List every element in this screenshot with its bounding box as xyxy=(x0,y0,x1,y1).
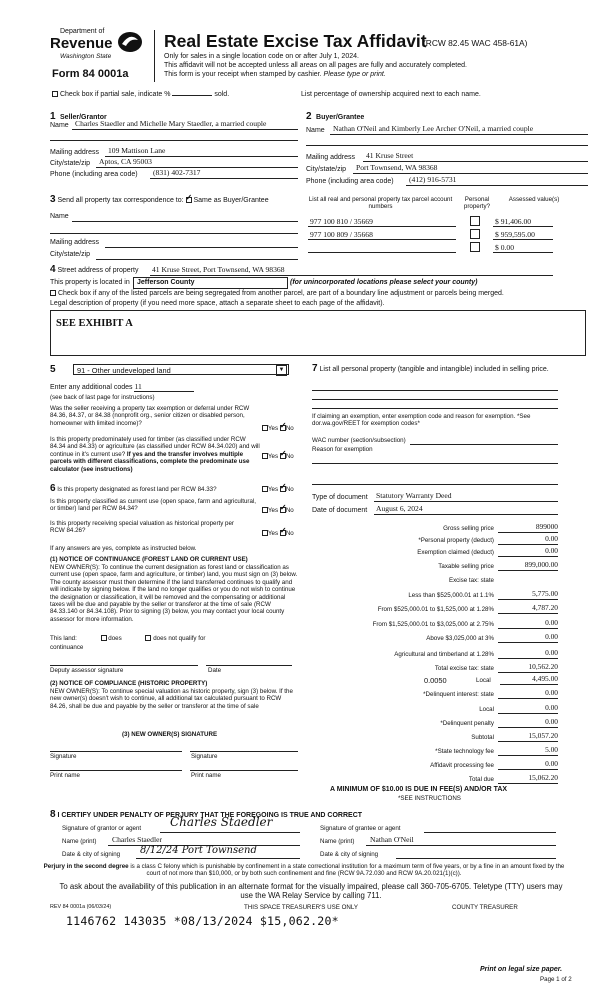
buyer-addr-line xyxy=(363,161,588,162)
calc2-label-0: *Delinquent interest: state xyxy=(423,691,494,698)
calc-label-10: Total excise tax: state xyxy=(434,665,494,672)
owner-print-label-2: Print name xyxy=(191,772,221,779)
calc-line-2 xyxy=(498,556,558,557)
owner-print-label-1: Print name xyxy=(50,772,80,779)
current-use-no-checkbox[interactable] xyxy=(280,507,286,513)
q-historic: Is this property receiving special valuation as historical property per RCW 84.26? xyxy=(50,520,234,535)
calc-value-1[interactable]: 0.00 xyxy=(545,534,558,543)
buyer-city-label: City/state/zip xyxy=(306,166,347,173)
buyer-title: 2 Buyer/Grantee xyxy=(306,111,365,122)
owner-print-line-2 xyxy=(190,770,298,771)
if-yes-note: If any answers are yes, complete as instructed below. xyxy=(50,545,197,552)
calc2-line-5 xyxy=(498,769,558,770)
deputy-date-line xyxy=(206,665,292,666)
calc-value-3[interactable]: 899,000.00 xyxy=(524,560,558,569)
grantee-name[interactable]: Nathan O'Neil xyxy=(370,835,414,844)
alt-format: To ask about the availability of this publication in an alternate format for the visually impaired, please call 360-705-6705. Teletype (TTY) users may use the WA Relay Service by calling 711. xyxy=(59,882,563,900)
county-note: (for unincorporated locations please select your county) xyxy=(290,279,478,286)
forest-yes-checkbox[interactable] xyxy=(262,486,268,492)
seller-title: 1 Seller/Grantor xyxy=(50,111,107,122)
certify-title: 8 I CERTIFY UNDER PENALTY OF PERJURY THAT THE FOREGOING IS TRUE AND CORRECT xyxy=(50,809,363,820)
calc-label-6: From $525,000.01 to $1,525,000 at 1.28% xyxy=(377,606,494,613)
current-use-yes-checkbox[interactable] xyxy=(262,507,268,513)
form-title: Real Estate Excise Tax Affidavit xyxy=(164,31,427,51)
calc-value-6[interactable]: 4,787.20 xyxy=(532,603,558,612)
reason-label: Reason for exemption xyxy=(312,446,373,453)
parcels-col3-header: Assessed value(s) xyxy=(508,196,560,203)
buyer-name-label: Name xyxy=(306,127,325,134)
corr-city-label: City/state/zip xyxy=(50,251,91,258)
street-line xyxy=(150,275,553,276)
deputy-date-label: Date xyxy=(208,667,222,674)
county-treasurer: COUNTY TREASURER xyxy=(452,904,518,911)
calc2-line-0 xyxy=(498,698,558,699)
calc2-label-2: *Delinquent penalty xyxy=(440,720,494,727)
calc-line-7 xyxy=(498,628,558,629)
corr-name-label: Name xyxy=(50,213,69,220)
segregated: Check box if any of the listed parcels are being segregated from another parcel, are part of a boundary line adjustment or parcels being merged. xyxy=(50,290,504,298)
calc-line-10 xyxy=(498,672,558,673)
logo-state: Washington State xyxy=(60,53,112,60)
buyer-phone[interactable]: (412) 916-5731 xyxy=(409,175,457,184)
parcel-2-value-line xyxy=(493,239,553,240)
seller-name-line-2 xyxy=(50,140,298,141)
calc2-line-2 xyxy=(498,727,558,728)
see-instructions: *SEE INSTRUCTIONS xyxy=(398,795,461,802)
header-note-1: Only for sales in a single location code on or after July 1, 2024. xyxy=(164,53,359,60)
doc-type-label: Type of document xyxy=(312,494,368,501)
grantee-date-line xyxy=(396,858,556,859)
legal-paper: Print on legal size paper. xyxy=(480,966,563,973)
local-label: Local xyxy=(476,677,491,684)
owner-sig-label-1: Signature xyxy=(50,753,77,760)
buyer-name-line-2 xyxy=(306,145,588,146)
notice-2-title: (2) NOTICE OF COMPLIANCE (HISTORIC PROPERTY) xyxy=(50,680,208,687)
same-as-buyer-checkbox[interactable] xyxy=(186,197,192,203)
grantee-sig-label: Signature of grantee or agent xyxy=(320,825,401,832)
treasurer-use: THIS SPACE TREASURER'S USE ONLY xyxy=(244,904,358,911)
grantor-sig-label: Signature of grantor or agent xyxy=(62,825,142,832)
county-select[interactable]: Jefferson County xyxy=(133,277,288,289)
grantor-date-label: Date & city of signing xyxy=(62,851,121,858)
calc2-value-2[interactable]: 0.00 xyxy=(545,717,558,726)
calc-label-9: Agricultural and timberland at 1.28% xyxy=(394,651,494,658)
partial-sale-checkbox[interactable] xyxy=(52,91,58,97)
q1-no-checkbox[interactable] xyxy=(280,425,286,431)
doc-date-label: Date of document xyxy=(312,507,368,514)
q-exemption: Was the seller receiving a property tax exemption or deferral under RCW 84.36, 84.37, or 84.38 (nonprofit org., senior citizen or disabled person, homeowner with limited income)? xyxy=(50,405,250,427)
chevron-down-icon[interactable]: ▼ xyxy=(276,365,287,376)
parcel-1-number[interactable]: 977 100 810 / 35669 xyxy=(310,217,373,226)
header-note-2: This affidavit will not be accepted unless all areas on all pages are fully and accurately completed. xyxy=(164,62,467,69)
historic-yes-checkbox[interactable] xyxy=(262,530,268,536)
legal-label: Legal description of property (if you need more space, attach a separate sheet to each page of the affidavit). xyxy=(50,300,385,307)
cashier-stamp: 1146762 143035 *08/13/2024 $15,062.20* xyxy=(66,914,339,928)
calc-line-6 xyxy=(498,613,558,614)
seller-addr[interactable]: 109 Mattison Lane xyxy=(108,146,166,155)
corr-addr-line xyxy=(105,247,298,248)
calc-value-9[interactable]: 0.00 xyxy=(545,648,558,657)
calc-label-5: Less than $525,000.01 at 1.1% xyxy=(408,592,494,599)
minimum-note: A MINIMUM OF $10.00 IS DUE IN FEE(S) AND/OR TAX xyxy=(330,786,508,793)
calc-label-2: Exemption claimed (deduct) xyxy=(417,549,494,556)
calc2-value-0[interactable]: 0.00 xyxy=(545,688,558,697)
see-back: (see back of last page for instructions) xyxy=(50,394,155,401)
buyer-name[interactable]: Nathan O'Neil and Kimberly Lee Archer O'Neil, a married couple xyxy=(333,124,534,133)
calc-value-5[interactable]: 5,775.00 xyxy=(532,589,558,598)
q2-yes-checkbox[interactable] xyxy=(262,453,268,459)
calc2-line-1 xyxy=(498,713,558,714)
parcel-2-line xyxy=(308,239,456,240)
grantor-signature[interactable]: Charles Staedler xyxy=(170,815,273,829)
grantor-sig-line xyxy=(160,832,300,833)
seller-phone[interactable]: (831) 402-7317 xyxy=(153,168,201,177)
street-label: 4 Street address of property xyxy=(50,264,139,275)
seller-phone-line xyxy=(150,178,298,179)
header-note-3: This form is your receipt when stamped by cashier. Please type or print. xyxy=(164,71,386,78)
owner-sig-line-2 xyxy=(190,751,298,752)
q-historic-yesno: Yes ✓ No xyxy=(262,530,294,537)
parcels-col2-header: Personal property? xyxy=(463,196,491,211)
buyer-addr-label: Mailing address xyxy=(306,154,356,161)
parcel-2-value[interactable]: $ 959,595.00 xyxy=(495,230,535,239)
corr-name-line xyxy=(72,221,298,222)
deputy-label: Deputy assessor signature xyxy=(50,667,124,674)
calc2-label-1: Local xyxy=(479,706,494,713)
parcel-3-value[interactable]: $ 0.00 xyxy=(495,243,514,252)
corr-name-line-2 xyxy=(50,233,298,234)
q1-yes-checkbox[interactable] xyxy=(262,425,268,431)
corr-city-line xyxy=(96,259,298,260)
reason-line-2 xyxy=(312,484,558,485)
local-rate[interactable]: 0.0050 xyxy=(424,676,447,685)
calc-line-3 xyxy=(498,570,558,571)
buyer-phone-line xyxy=(406,185,588,186)
grantee-sig-line xyxy=(424,832,556,833)
calc2-value-3[interactable]: 15,057.20 xyxy=(528,731,558,740)
seller-name[interactable]: Charles Staedler and Michelle Mary Staedler, a married couple xyxy=(75,119,267,128)
perjury-notice: Perjury in the second degree is a class C felony which is punishable by confinement in a state correctional institution for a maximum term of five years, or by a fine in an amount fixed by the court of not more than $10,000, or by both such confinement and fine (RCW 9A.72.030 and RCW 9A.20.021(1)(c)). xyxy=(43,863,565,878)
parcels-col1-header: List all real and personal property tax parcel account numbers xyxy=(308,196,453,211)
logo-swirl-icon xyxy=(116,30,144,54)
reason-line-1 xyxy=(312,463,558,464)
section5-num: 5 xyxy=(50,364,56,375)
page-number: Page 1 of 2 xyxy=(540,976,572,983)
add-codes: Enter any additional codes 11 xyxy=(50,383,194,392)
calc-line-1 xyxy=(498,544,558,545)
this-land: This land: does does not qualify for xyxy=(50,635,206,642)
notice-1-title: (1) NOTICE OF CONTINUANCE (FOREST LAND OR CURRENT USE) xyxy=(50,556,248,563)
street-address[interactable]: 41 Kruse Street, Port Townsend, WA 98368 xyxy=(152,265,285,274)
calc-label-8: Above $3,025,000 at 3% xyxy=(426,635,494,642)
buyer-city[interactable]: Port Townsend, WA 98368 xyxy=(356,163,438,172)
deputy-line xyxy=(50,665,198,666)
partial-sale: Check box if partial sale, indicate % sold. xyxy=(52,91,229,99)
calc-value-0[interactable]: 899000 xyxy=(535,522,558,531)
doc-type-line xyxy=(374,501,558,502)
notice-2-body: NEW OWNER(S): To continue special valuation as historic property, sign (3) below. If the new owner(s) doesn't wish to continue, all additional tax calculated pursuant to RCW 84.26, shall be due and payable by the seller or transferor at the time of sale xyxy=(50,688,293,710)
notice-1-body: NEW OWNER(S): To continue the current designation as forest land or classification as current use (open space, farm and agriculture, or timber) land, you must sign on (3) below. The county assessor must then determine if the land transferred continues to qualify and will indicate by signing below. If the land no longer qualifies or you do not wish to continue the designation or classification, it will be removed and the compensating or additional taxes will be due and payable by the seller or transferor at the time of sale (RCW 84.33.140 or 84.34.108). Prior to signing (3) below, you may contact your local county assessor for more information. xyxy=(50,564,298,623)
grantor-date-line xyxy=(136,858,300,859)
calc-line-0 xyxy=(498,532,558,533)
q-current-use-yesno: Yes ✓ No xyxy=(262,507,294,514)
doc-date-line xyxy=(374,514,558,515)
calc-label-1: *Personal property (deduct) xyxy=(418,537,494,544)
notice-3-title: (3) NEW OWNER(S) SIGNATURE xyxy=(122,731,218,738)
corr-addr-label: Mailing address xyxy=(50,239,100,246)
grantee-name-line xyxy=(366,845,556,846)
located-label: This property is located in xyxy=(50,279,130,286)
logo-dept: Department of xyxy=(60,28,105,35)
does-not-checkbox[interactable] xyxy=(145,635,151,641)
calc-value-8[interactable]: 0.00 xyxy=(545,632,558,641)
q-exemption-yesno: Yes ✓ No xyxy=(262,425,294,432)
q-current-use: Is this property classified as current use (open space, farm and agricultural, or timber) land per RCW 84.34? xyxy=(50,498,257,513)
exemption-note: If claiming an exemption, enter exemption code and reason for exemption. *See dor.wa.gov/REET for exemption codes* xyxy=(312,413,531,428)
q-timber-yesno: Yes ✓ No xyxy=(262,453,294,460)
form-number: Form 84 0001a xyxy=(52,68,129,80)
calc-label-7: From $1,525,000.01 to $3,025,000 at 2.75% xyxy=(372,621,494,628)
ownership-note: List percentage of ownership acquired next to each name. xyxy=(301,91,481,98)
calc2-label-6: Total due xyxy=(468,776,494,783)
legal-description: SEE EXHIBIT A xyxy=(56,318,133,329)
q-timber: Is this property predominately used for timber (as classified under RCW 84.34 and 84.33) or agriculture (as classified under RCW 84.34.020) and will continue in it's current use? If yes and the transfer involves multiple parcels with different classifications, complete the predominate use calculator (see instructions) xyxy=(50,436,260,473)
owner-sig-label-2: Signature xyxy=(191,753,218,760)
header-divider xyxy=(154,30,155,82)
doc-type[interactable]: Statutory Warranty Deed xyxy=(376,491,452,500)
calc2-label-4: *State technology fee xyxy=(435,748,494,755)
logo-revenue: Revenue xyxy=(50,35,113,52)
wac-label: WAC number (section/subsection) xyxy=(312,437,406,444)
calc-label-4: Excise tax: state xyxy=(448,577,494,584)
seller-addr-label: Mailing address xyxy=(50,149,100,156)
grantor-name-label: Name (print) xyxy=(62,838,97,845)
owner-print-line-1 xyxy=(50,770,182,771)
calc2-value-6[interactable]: 15,062.20 xyxy=(528,773,558,782)
form-rcw: (RCW 82.45 WAC 458-61A) xyxy=(423,38,528,48)
buyer-city-line xyxy=(353,173,588,174)
calc-label-0: Gross selling price xyxy=(443,525,494,532)
calc2-line-4 xyxy=(498,755,558,756)
calc2-value-5[interactable]: 0.00 xyxy=(545,759,558,768)
parcel-2-personal-checkbox[interactable] xyxy=(470,229,480,239)
buyer-phone-label: Phone (including area code) xyxy=(306,178,394,185)
calc2-value-1[interactable]: 0.00 xyxy=(545,703,558,712)
calc2-line-6 xyxy=(498,783,558,784)
parcel-2-number[interactable]: 977 100 809 / 35668 xyxy=(310,230,373,239)
parcel-1-value[interactable]: $ 91,406.00 xyxy=(495,217,532,226)
wac-line xyxy=(410,444,558,445)
calc2-line-3 xyxy=(498,741,558,742)
continuance: continuance xyxy=(50,644,84,651)
owner-sig-line-1 xyxy=(50,751,182,752)
calc-value-7[interactable]: 0.00 xyxy=(545,618,558,627)
s7-line-2 xyxy=(312,399,558,400)
buyer-addr[interactable]: 41 Kruse Street xyxy=(366,151,414,160)
s7-line-1 xyxy=(312,390,558,391)
s7-line-3 xyxy=(312,408,558,409)
parcel-3-line xyxy=(308,252,456,253)
seller-name-label: Name xyxy=(50,122,69,129)
seller-city-label: City/state/zip xyxy=(50,160,91,167)
calc-value-10[interactable]: 10,562.20 xyxy=(528,662,558,671)
correspondence-title: 3 Send all property tax correspondence to: ✓ Same as Buyer/Grantee xyxy=(50,196,269,205)
calc-label-3: Taxable selling price xyxy=(438,563,494,570)
q-forest-yesno: Yes ✓ No xyxy=(262,486,294,493)
calc2-label-3: Subtotal xyxy=(471,734,494,741)
seller-phone-label: Phone (including area code) xyxy=(50,171,138,178)
parcel-3-value-line xyxy=(493,252,553,253)
use-code-select[interactable]: 91 - Other undeveloped land ▼ xyxy=(73,364,289,375)
calc-line-8 xyxy=(498,642,558,643)
q-forest: 6 Is this property designated as forest land per RCW 84.33? xyxy=(50,483,217,494)
local-value-line xyxy=(500,684,558,685)
historic-no-checkbox[interactable] xyxy=(280,530,286,536)
grantor-date[interactable]: 8/12/24 Port Townsend xyxy=(140,845,257,856)
parcel-3-personal-checkbox[interactable] xyxy=(470,242,480,252)
parcel-1-personal-checkbox[interactable] xyxy=(470,216,480,226)
forest-no-checkbox[interactable] xyxy=(280,486,286,492)
does-checkbox[interactable] xyxy=(101,635,107,641)
q2-no-checkbox[interactable] xyxy=(280,453,286,459)
seller-name-line xyxy=(72,129,298,130)
section7: 7 List all personal property (tangible and intangible) included in selling price. xyxy=(312,363,549,374)
parcel-1-value-line xyxy=(493,226,553,227)
calc2-value-4[interactable]: 5.00 xyxy=(545,745,558,754)
calc-value-2[interactable]: 0.00 xyxy=(545,546,558,555)
seller-city[interactable]: Aptos, CA 95003 xyxy=(99,157,152,166)
grantor-name[interactable]: Charles Staedler xyxy=(112,835,162,844)
buyer-name-line xyxy=(330,134,588,135)
segregated-checkbox[interactable] xyxy=(50,290,56,296)
calc2-label-5: Affidavit processing fee xyxy=(430,762,494,769)
calc-line-5 xyxy=(498,599,558,600)
parcel-1-line xyxy=(308,226,456,227)
rev-number: REV 84 0001a (06/03/24) xyxy=(50,904,112,910)
grantee-date-label: Date & city of signing xyxy=(320,851,379,858)
doc-date[interactable]: August 6, 2024 xyxy=(376,504,423,513)
calc-line-9 xyxy=(498,658,558,659)
local-value[interactable]: 4,495.00 xyxy=(532,674,558,683)
legal-description-box[interactable] xyxy=(50,310,586,356)
grantee-name-label: Name (print) xyxy=(320,838,355,845)
